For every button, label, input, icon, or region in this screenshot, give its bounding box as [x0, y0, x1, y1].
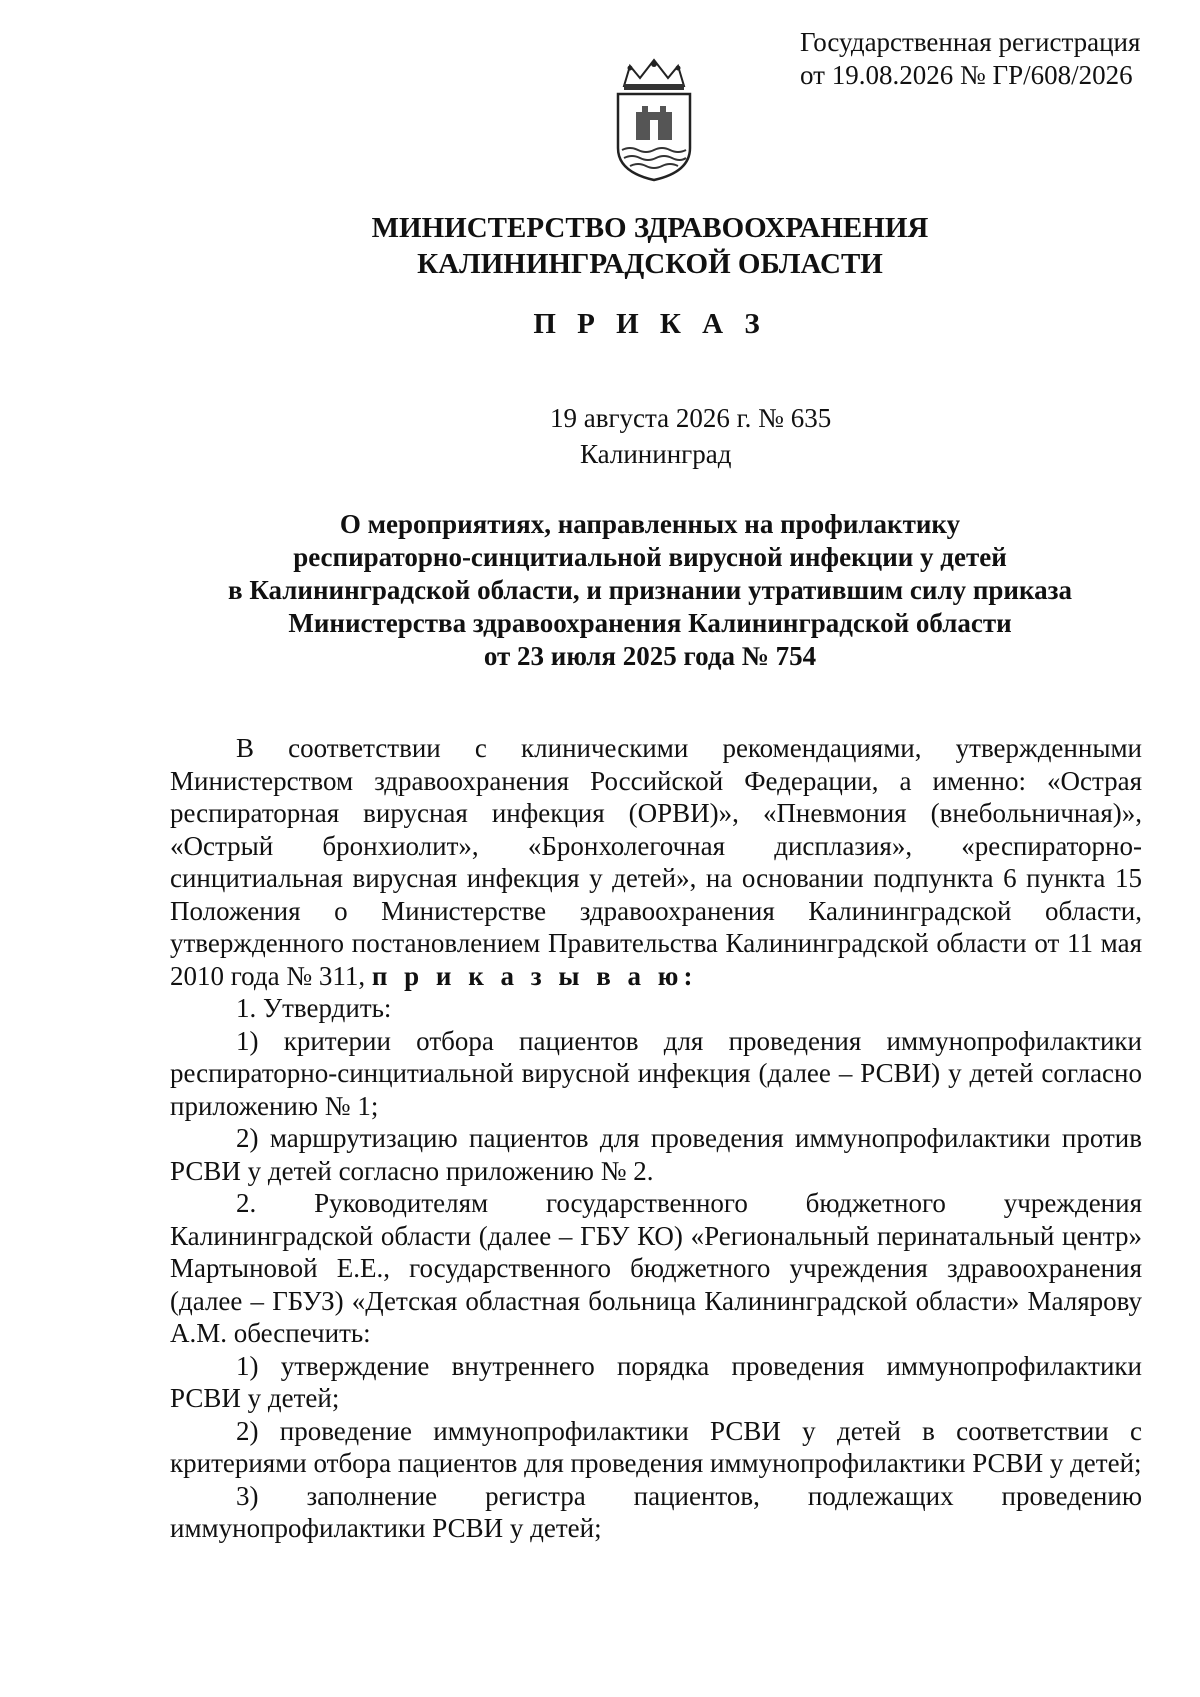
preamble-text: В соответствии с клиническими рекомендациями, утвержденными Министерством здравоохранения Российской Федерации, а именно: «Острая респираторная вирусная инфекция (ОРВИ)», «Пневмония (внебольничная)», «Острый бронхиолит», «Бронхолегочная дисплазия», «респираторно-синцитиальная вирусная инфекция у детей», на основании подпункта 6 пункта 15 Положения о Министерстве здравоохранения Калининградской области, утвержденного постановлением Правительства Калининградской области от 11 мая 2010 года № 311, — [170, 733, 1142, 991]
subject-line-3: в Калининградской области, и признании утратившим силу приказа — [227, 575, 1072, 605]
subject-line-2: респираторно-синцитиальной вирусной инфекции у детей — [293, 542, 1007, 572]
item-2-3: 3) заполнение регистра пациентов, подлежащих проведению иммунопрофилактики РСВИ у детей; — [170, 1480, 1142, 1543]
item-2: 2. Руководителям государственного бюджетного учреждения Калининградской области (далее – ГБУ КО) «Региональный перинатальный центр» Мартыновой Е.Е., государственного бюджетного учреждения здравоохранения (далее – ГБУЗ) «Детская областная больница Калининградской области» Малярову А.М. обеспечить: — [170, 1188, 1142, 1348]
ministry-title-line-2: КАЛИНИНГРАДСКОЙ ОБЛАСТИ — [417, 248, 883, 280]
ministry-title — [200, 210, 1100, 282]
subject-line-4: Министерства здравоохранения Калининградской области — [288, 608, 1012, 638]
subject-line-5: от 23 июля 2025 года № 754 — [483, 641, 817, 671]
order-body — [170, 732, 1142, 1545]
item-2-2: 2) проведение иммунопрофилактики РСВИ у детей в соответствии с критериями отбора пациентов для проведения иммунопрофилактики РСВИ у детей; — [170, 1415, 1142, 1478]
order-city: Калининград — [580, 439, 732, 469]
order-subject — [180, 508, 1120, 673]
preamble-paragraph — [170, 732, 1142, 992]
registration-stamp — [800, 26, 1180, 92]
registration-line-2: от 19.08.2026 № ГР/608/2026 — [800, 60, 1133, 90]
document-type: П Р И К А З — [533, 308, 767, 340]
ministry-title-line-1: МИНИСТЕРСТВО ЗДРАВООХРАНЕНИЯ — [371, 212, 929, 244]
item-2-1: 1) утверждение внутреннего порядка проведения иммунопрофилактики РСВИ у детей; — [170, 1350, 1142, 1413]
subject-line-1: О мероприятиях, направленных на профилактику — [339, 509, 961, 539]
order-date-number: 19 августа 2026 г. № 635 — [550, 403, 832, 433]
item-1: 1. Утвердить: — [236, 993, 392, 1023]
item-1-2: 2) маршрутизацию пациентов для проведения иммунопрофилактики против РСВИ у детей согласно приложению № 2. — [170, 1123, 1142, 1186]
item-1-1: 1) критерии отбора пациентов для проведения иммунопрофилактики респираторно-синцитиальной вирусной инфекция (далее – РСВИ) у детей согласно приложению № 1; — [170, 1025, 1142, 1121]
registration-line-1: Государственная регистрация — [800, 27, 1141, 57]
order-verb: п р и к а з ы в а ю: — [371, 960, 698, 991]
kaliningrad-coat-of-arms-icon — [612, 56, 696, 182]
